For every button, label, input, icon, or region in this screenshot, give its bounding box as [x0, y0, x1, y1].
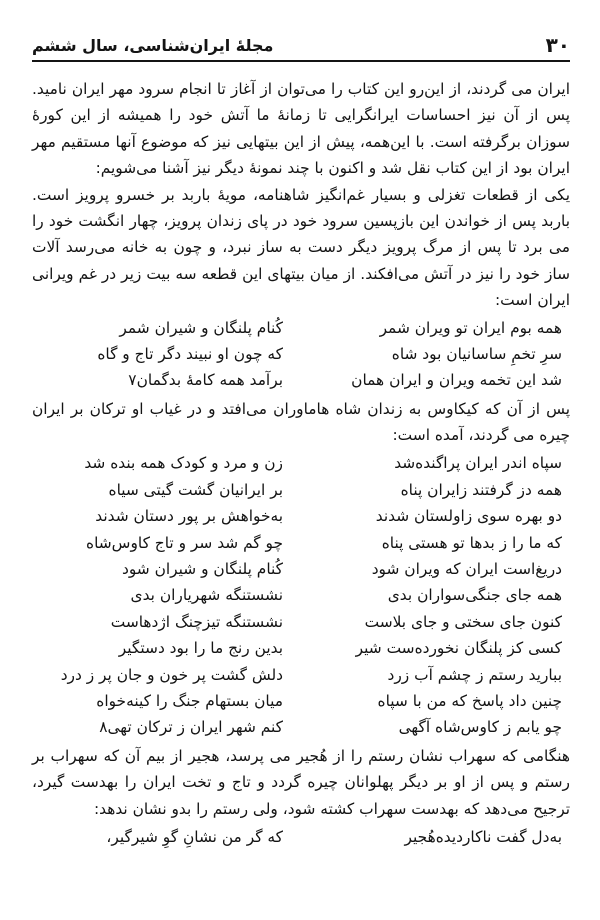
verse-couplet [32, 368, 570, 394]
verse-couplet [32, 342, 570, 368]
running-title: مجلهٔ ایران‌شناسی، سال ششم [32, 35, 274, 55]
first-hemistich: ببارید رستم ز چشم آب زرد [387, 665, 562, 684]
first-hemistich: چو یابم ز کاوس‌شاه آگهی [398, 718, 562, 737]
text-line: می برد تا پس از مرگ پرویز دیگر دست به ساز نبرد، و چون به خانه می‌رسد آلات ساز [32, 238, 570, 283]
verse-block [32, 450, 570, 740]
paragraph [32, 76, 570, 182]
text-line: باربد پس از خواندن این بازپسین سرود خود در پای زندان پرویز، چهار انگشت خود را [32, 212, 570, 231]
first-hemistich: به‌دل گفت ناکاردیده‌هُجیر [404, 827, 562, 846]
second-hemistich: چو گم شد سر و تاج کاوس‌شاه [86, 533, 283, 552]
page-number: ۳۰ [545, 33, 570, 57]
second-hemistich: نشستنگه شهریاران بدی [130, 586, 283, 605]
first-hemistich: سرِ تخمِ ساسانیان بود شاه [391, 345, 562, 364]
text-line: بر رستم و پس از او بر دیگر پهلوانان چیره گردد و تاج و تخت ایران را بهدست گیرد، [32, 746, 570, 792]
verse-couplet [32, 609, 570, 635]
verse-block [32, 316, 570, 394]
text-line: پس از آن نیز احساسات ایرانگرایی تا زمانهٔ ما آتش خود را همیشه از این کورهٔ [32, 106, 570, 125]
verse-couplet [32, 824, 570, 850]
paragraph [32, 396, 570, 449]
text-line: خود را نیز در آتش می‌افکند. از میان بیتهای این قطعه سه بیت زیر در غم ویرانی ایران [32, 264, 570, 310]
verse-couplet [32, 477, 570, 503]
second-hemistich: به‌خواهش بر پور دستان شدند [95, 507, 283, 526]
verse-couplet [32, 316, 570, 342]
verse-couplet [32, 503, 570, 529]
second-hemistich: کُنام پلنگان و شیران شود [121, 560, 283, 579]
running-header [32, 30, 570, 62]
verse-couplet [32, 714, 570, 740]
second-hemistich: زن و مرد و کودک همه بنده شد [84, 454, 283, 473]
text-line: پس از آن که کیکاوس به زندان شاه هاماوران می‌افتد و در غیاب او ترکان بر ایران [32, 399, 570, 418]
second-hemistich: دلش گشت پر خون و جان پر ز درد [60, 665, 283, 684]
verse-couplet [32, 582, 570, 608]
first-hemistich: چنین داد پاسخ که من با سپاه [377, 691, 562, 710]
verse-couplet [32, 688, 570, 714]
text-line: یکی از قطعات تغزلی و بسیار غم‌انگیز شاهنامه، مویهٔ باربد بر خسرو پرویز است. [32, 185, 570, 204]
text-line: ایران بود از این کتاب نقل شد و اکنون با چند نمونهٔ دیگر نیز آشنا می‌شویم: [95, 159, 570, 178]
body-text [32, 76, 570, 852]
verse-block [32, 824, 570, 850]
first-hemistich: کنون جای سختی و جای بلاست [364, 612, 562, 631]
first-hemistich: که ما را ز بدها تو هستی پناه [381, 533, 562, 552]
second-hemistich: که چون او نبیند دگر تاج و گاه [97, 345, 283, 364]
first-hemistich: دریغ‌است ایران که ویران شود [371, 560, 562, 579]
text-line: سوزان برگرفته است. با این‌همه، پیش از این بیتهایی نیز که موضوع آنها مستقیم مهر [32, 132, 570, 151]
first-hemistich: همه جای جنگی‌سواران بدی [387, 586, 562, 605]
verse-couplet [32, 450, 570, 476]
first-hemistich: شد این تخمه ویران و ایران همان [351, 371, 562, 390]
second-hemistich: کُنام پلنگان و شیران شمر [119, 319, 283, 338]
second-hemistich: که گر من نشانِ گوِ شیرگیر، [106, 827, 283, 846]
second-hemistich: نشستنگه تیزچنگ اژدهاست [110, 612, 283, 631]
second-hemistich: بدین رنج ما را بود دستگیر [118, 639, 283, 658]
second-hemistich: برآمد همه کامهٔ بدگمان۷ [128, 371, 283, 390]
first-hemistich: همه بوم ایران تو ویران شمر [379, 319, 562, 338]
second-hemistich: میان بستهام جنگ را کینه‌خواه [96, 691, 283, 710]
verse-couplet [32, 530, 570, 556]
text-line: ایران می گردند، از این‌رو این کتاب را می‌توان از آغاز تا انجام سرود مهر ایران نامید. [32, 80, 570, 98]
text-line: هنگامی که سهراب نشان رستم را از هُجیر می پرسد، هجیر از بیم آن که سهراب [50, 746, 570, 765]
first-hemistich: سپاه اندر ایران پراگنده‌شد [394, 454, 562, 473]
verse-couplet [32, 662, 570, 688]
text-line: ترجیح می‌دهد که بهدست سهراب کشته شود، ولی رستم را بدو نشان ندهد: [93, 799, 570, 818]
verse-couplet [32, 635, 570, 661]
text-line: است: [494, 291, 533, 310]
first-hemistich: دو بهره سوی زاولستان شدند [375, 507, 562, 526]
first-hemistich: همه دز گرفتند زایران پناه [400, 480, 562, 499]
paragraph [32, 743, 570, 822]
second-hemistich: بر ایرانیان گشت گیتی سیاه [108, 480, 283, 499]
second-hemistich: کنم شهر ایران ز ترکان تهی۸ [99, 718, 283, 737]
paragraph [32, 182, 570, 314]
text-line: چیره می گردند، آمده است: [392, 426, 570, 445]
verse-couplet [32, 556, 570, 582]
first-hemistich: کسی کز پلنگان نخورده‌ست شیر [355, 639, 562, 658]
